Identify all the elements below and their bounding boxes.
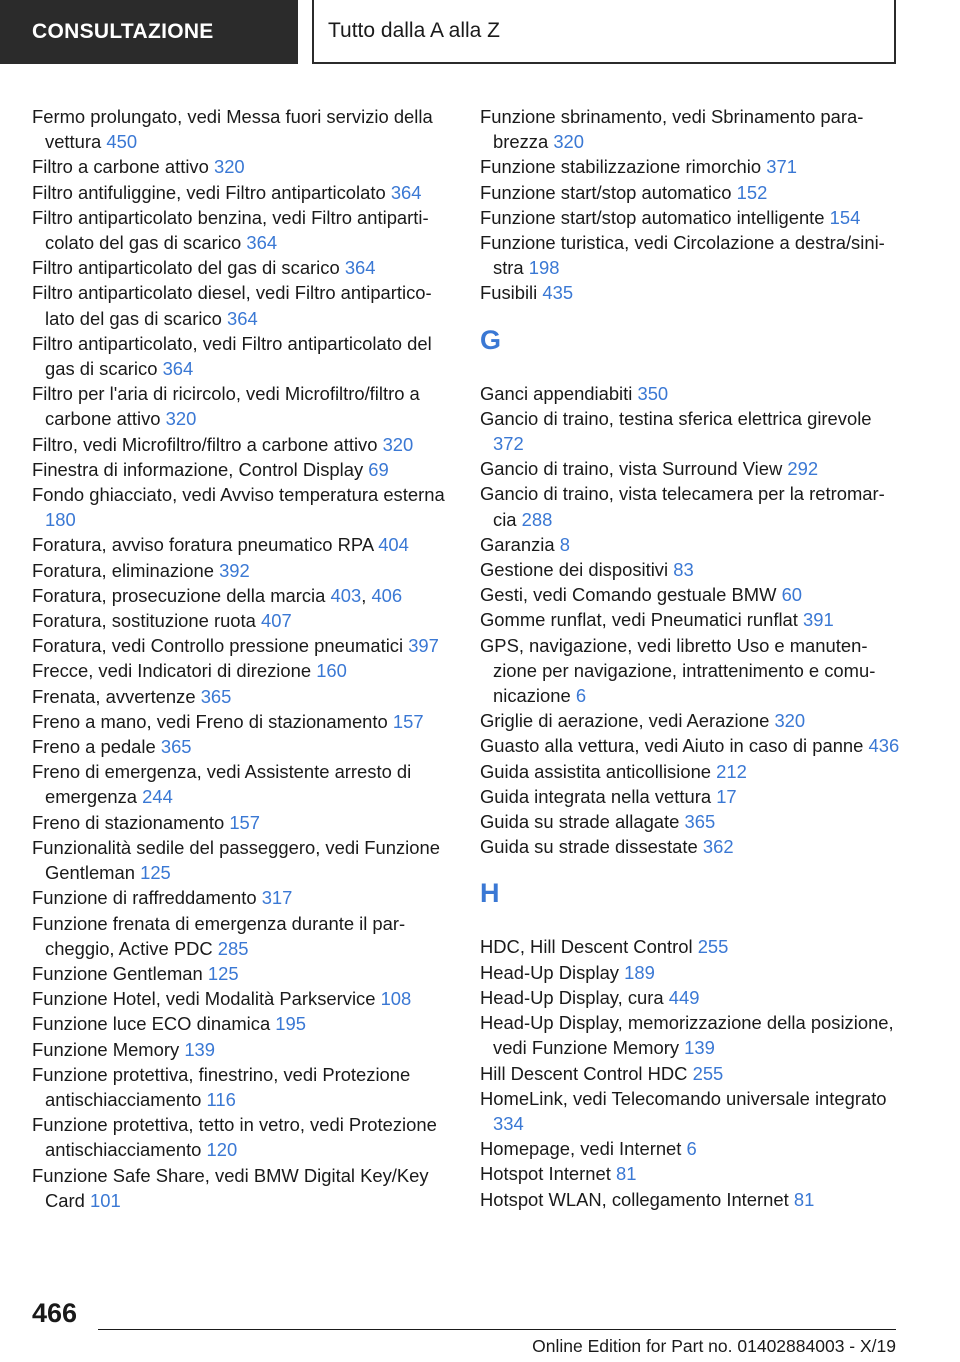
index-entry xyxy=(32,280,452,330)
page-reference-link[interactable]: 320 xyxy=(213,156,245,178)
index-entry xyxy=(480,406,900,456)
index-entry-text: Guida su strade allagate xyxy=(480,811,680,833)
index-entry-text: Griglie di aerazione, vedi Aerazione xyxy=(480,710,770,732)
page-reference-link[interactable]: 255 xyxy=(692,1062,724,1084)
page-reference-link[interactable]: 60 xyxy=(781,584,803,606)
page-reference-link[interactable]: 120 xyxy=(206,1139,238,1161)
page-reference-link[interactable]: 6 xyxy=(575,685,587,707)
index-entry-text: Head-Up Display, memorizzazione della posizione, vedi Funzione Memory xyxy=(480,1012,894,1059)
page-reference-link[interactable]: 364 xyxy=(246,232,278,254)
index-entry-text: Gesti, vedi Comando gestuale BMW xyxy=(480,584,777,606)
index-entry xyxy=(32,180,452,205)
index-entry-text: Funzionalità sedile del passeggero, vedi Funzione Gentleman xyxy=(32,836,440,884)
index-entry xyxy=(480,230,900,280)
page-header xyxy=(0,0,896,66)
index-entry xyxy=(480,1086,900,1136)
index-entry xyxy=(32,331,452,381)
index-entry-text: Homepage, vedi Internet xyxy=(480,1138,682,1160)
index-entry-text: Head-Up Display, cura xyxy=(480,986,664,1008)
index-entry xyxy=(32,684,452,709)
index-entry xyxy=(480,1187,900,1212)
index-entry-text: HDC, Hill Descent Control xyxy=(480,936,693,958)
index-entry-text: Funzione Gentleman xyxy=(32,962,203,984)
page-reference-link[interactable]: 101 xyxy=(90,1189,121,1211)
page-reference-link[interactable]: 435 xyxy=(542,282,574,304)
page-reference-link[interactable]: 292 xyxy=(787,458,819,480)
index-entry-text: Funzione Hotel, vedi Modalità Parkservice xyxy=(32,988,376,1010)
index-entry-text: Filtro antiparticolato, vedi Filtro antiparticolato del gas di scarico xyxy=(32,332,432,380)
index-entry-text: Filtro, vedi Microfiltro/filtro a carbone attivo xyxy=(32,433,378,455)
page-reference-link[interactable]: 391 xyxy=(803,609,834,631)
chapter-title: Tutto dalla A alla Z xyxy=(312,0,896,64)
index-entry-text: Funzione sbrinamento, vedi Sbrinamento parabrezza xyxy=(480,106,864,153)
index-entry xyxy=(32,255,452,280)
page-reference-link[interactable]: 365 xyxy=(684,811,716,833)
index-entry-text: Garanzia xyxy=(480,533,555,555)
index-entry xyxy=(480,759,900,784)
index-entry xyxy=(32,658,452,683)
index-entry-text: Funzione start/stop automatico intelligente xyxy=(480,206,825,228)
index-entry xyxy=(32,709,452,734)
page-reference-link[interactable]: 288 xyxy=(521,508,553,530)
index-entry-text: Guida su strade dissestate xyxy=(480,836,698,858)
index-entry-text: Guida integrata nella vettura xyxy=(480,785,712,807)
index-entry-text: Frecce, vedi Indicatori di direzione xyxy=(32,660,312,682)
index-entry-text: Funzione protettiva, tetto in vetro, vedi Protezione antischiacciamento xyxy=(32,1114,437,1161)
index-entry xyxy=(32,633,452,658)
page-reference-link[interactable]: 152 xyxy=(736,181,768,203)
page-reference-link[interactable]: 365 xyxy=(200,685,232,707)
index-entry xyxy=(480,1136,900,1161)
index-entry-text: Fermo prolungato, vedi Messa fuori servizio della vettura xyxy=(32,106,433,153)
page-reference-link[interactable]: 450 xyxy=(106,131,138,153)
index-entry-text: Filtro a carbone attivo xyxy=(32,156,209,178)
index-entry xyxy=(480,733,900,758)
index-entry xyxy=(480,834,900,859)
index-entry xyxy=(480,205,900,230)
index-entry-text: Fusibili xyxy=(480,282,538,304)
index-entry xyxy=(480,607,900,632)
index-entry-text: GPS, navigazione, vedi libretto Uso e manutenzione per navigazione, intrattenimento e comunicazione xyxy=(480,634,876,707)
page-reference-link[interactable]: 83 xyxy=(673,559,694,581)
index-entry xyxy=(32,381,452,431)
index-entry-text: Funzione turistica, vedi Circolazione a destra/sinistra xyxy=(480,232,885,279)
index-entry-text: Filtro antiparticolato diesel, vedi Filtro antiparticolato del gas di scarico xyxy=(32,282,432,329)
index-entry-text: Foratura, sostituzione ruota xyxy=(32,610,256,632)
index-entry-text: Funzione Memory xyxy=(32,1038,180,1060)
page-reference-link[interactable]: 365 xyxy=(160,736,192,758)
index-entry-text: Gancio di traino, vista Surround View xyxy=(480,458,783,480)
index-letter-heading: G xyxy=(480,324,502,355)
page-reference-link[interactable]: 189 xyxy=(624,961,655,983)
page-reference-link[interactable]: 362 xyxy=(702,836,734,858)
index-entry-text: Funzione Safe Share, vedi BMW Digital Key/Key Card xyxy=(32,1164,429,1211)
index-letter-heading: H xyxy=(480,878,500,909)
page-reference-link[interactable]: 125 xyxy=(207,962,239,984)
index-entry xyxy=(480,633,900,709)
index-entry-text: Frenata, avvertenze xyxy=(32,685,196,707)
index-entry xyxy=(32,457,452,482)
index-entry xyxy=(480,1061,900,1086)
footer-divider xyxy=(98,1329,896,1330)
index-entry xyxy=(480,708,900,733)
index-entry-text: Filtro antifuliggine, vedi Filtro antiparticolato xyxy=(32,181,386,203)
page-reference-link[interactable]: 364 xyxy=(344,257,376,279)
index-entry-text: Finestra di informazione, Control Display xyxy=(32,458,364,480)
page-reference-link[interactable]: 317 xyxy=(261,887,293,909)
index-column-left xyxy=(32,104,452,1213)
index-entry-text: Gancio di traino, testina sferica elettrica girevole xyxy=(480,407,872,429)
page-reference-link[interactable]: 154 xyxy=(829,206,861,228)
page-reference-link[interactable]: 320 xyxy=(165,408,197,430)
page-reference-link[interactable]: 320 xyxy=(553,131,585,153)
index-entry-text: Filtro antiparticolato del gas di scarico xyxy=(32,257,340,279)
page-reference-link[interactable]: 372 xyxy=(493,433,524,455)
page-reference-link[interactable]: 6 xyxy=(686,1138,697,1160)
index-entry xyxy=(32,1112,452,1162)
index-entry-text: Funzione stabilizzazione rimorchio xyxy=(480,156,762,178)
index-entry-text: Filtro per l'aria di ricircolo, vedi Microfiltro/filtro a carbone attivo xyxy=(32,383,420,430)
index-entry xyxy=(32,608,452,633)
index-entry xyxy=(32,104,452,154)
index-entry-text: Guida assistita anticollisione xyxy=(480,760,712,782)
index-entry-text: Fondo ghiacciato, vedi Avviso temperatura esterna xyxy=(32,484,445,506)
index-entry-text: Hotspot WLAN, collegamento Internet xyxy=(480,1188,789,1210)
page-reference-link[interactable]: 244 xyxy=(142,786,173,808)
page-reference-link[interactable]: 403 xyxy=(330,584,362,606)
section-label: CONSULTAZIONE xyxy=(0,0,298,64)
index-entry xyxy=(32,759,452,809)
index-entry xyxy=(480,180,900,205)
index-entry-text: Freno di stazionamento xyxy=(32,811,225,833)
index-entry-text: Hotspot Internet xyxy=(480,1163,611,1185)
index-entry: Foratura, prosecuzione della marcia 403, 406 xyxy=(32,584,403,606)
index-entry-text: HomeLink, vedi Telecomando universale integrato xyxy=(480,1087,887,1109)
page-reference-link[interactable]: 195 xyxy=(275,1013,306,1035)
index-entry xyxy=(480,104,900,154)
index-entry-text: Gancio di traino, vista telecamera per la retromarcia xyxy=(480,483,885,530)
index-entry-text: Foratura, prosecuzione della marcia xyxy=(32,584,326,606)
index-entry-text: Freno a mano, vedi Freno di stazionamento xyxy=(32,710,388,732)
index-entry xyxy=(32,1011,452,1036)
page-reference-link[interactable]: 404 xyxy=(378,534,409,556)
index-entry xyxy=(32,1163,452,1213)
page-reference-link[interactable]: 81 xyxy=(615,1163,637,1185)
page-reference-link[interactable]: 255 xyxy=(697,936,729,958)
page-reference-link[interactable]: 334 xyxy=(493,1112,524,1134)
page-reference-link[interactable]: 350 xyxy=(637,382,669,404)
index-entry xyxy=(480,481,900,531)
index-entry xyxy=(480,532,900,557)
index-entry xyxy=(480,1010,900,1060)
index-entry-text: Freno a pedale xyxy=(32,736,156,758)
page-reference-link[interactable]: 139 xyxy=(684,1037,715,1059)
index-entry xyxy=(480,1161,900,1186)
index-entry xyxy=(32,810,452,835)
page-reference-link[interactable]: 406 xyxy=(371,584,403,606)
index-entry xyxy=(480,456,900,481)
index-entry-text: Hill Descent Control HDC xyxy=(480,1062,688,1084)
index-entry xyxy=(32,532,452,557)
index-entry-text: Filtro antiparticolato benzina, vedi Filtro antiparticolato del gas di scarico xyxy=(32,206,429,254)
index-entry-text: Freno di emergenza, vedi Assistente arresto di emergenza xyxy=(32,761,412,808)
page-reference-link[interactable]: 320 xyxy=(774,710,806,732)
index-entry xyxy=(480,960,900,985)
page-reference-link[interactable]: 8 xyxy=(559,533,570,555)
index-entry-text: Gomme runflat, vedi Pneumatici runflat xyxy=(480,609,798,631)
index-entry xyxy=(32,835,452,885)
index-entry-text: Guasto alla vettura, vedi Aiuto in caso di panne xyxy=(480,735,864,757)
index-entry xyxy=(32,558,452,583)
page-reference-link[interactable]: 198 xyxy=(528,257,560,279)
page-reference-link[interactable]: 160 xyxy=(316,660,347,682)
page-reference-link[interactable]: 139 xyxy=(184,1038,215,1060)
index-column-right xyxy=(480,104,900,1212)
index-entry xyxy=(480,985,900,1010)
index-entry xyxy=(480,557,900,582)
page-reference-link[interactable]: 157 xyxy=(229,811,260,833)
index-entry xyxy=(32,1037,452,1062)
page-reference-link[interactable]: 436 xyxy=(868,735,900,757)
page-reference-link[interactable]: 364 xyxy=(390,181,422,203)
page-reference-link[interactable]: 81 xyxy=(793,1188,815,1210)
page-reference-link[interactable]: 371 xyxy=(766,156,797,178)
index-entry xyxy=(480,154,900,179)
index-entry-text: Funzione start/stop automatico xyxy=(480,181,732,203)
page-reference-link[interactable]: 116 xyxy=(206,1088,236,1110)
page-reference-link[interactable]: 407 xyxy=(261,610,292,632)
index-entry xyxy=(32,432,452,457)
page-reference-link[interactable]: 108 xyxy=(380,988,412,1010)
page-reference-link[interactable]: 364 xyxy=(226,307,258,329)
page-reference-link[interactable]: 125 xyxy=(140,862,171,884)
index-entry-text: Foratura, vedi Controllo pressione pneumatici xyxy=(32,635,404,657)
index-entry xyxy=(32,911,452,961)
page-reference-link[interactable]: 320 xyxy=(382,433,414,455)
page-reference-link[interactable]: 157 xyxy=(392,710,424,732)
page-reference-link[interactable]: 397 xyxy=(408,635,439,657)
page-reference-link[interactable]: 364 xyxy=(162,358,194,380)
index-entry xyxy=(480,809,900,834)
index-entry-text: Foratura, eliminazione xyxy=(32,559,214,581)
index-entry xyxy=(32,961,452,986)
page-reference-link[interactable]: 180 xyxy=(45,509,76,531)
index-entry-text: Gestione dei dispositivi xyxy=(480,559,669,581)
index-entry xyxy=(32,154,452,179)
index-entry xyxy=(32,205,452,255)
index-entry-text: Funzione di raffreddamento xyxy=(32,887,257,909)
index-entry-text: Foratura, avviso foratura pneumatico RPA xyxy=(32,534,374,556)
page-reference-link[interactable]: 212 xyxy=(716,760,747,782)
page-reference-link[interactable]: 17 xyxy=(716,785,737,807)
index-entry xyxy=(480,280,900,305)
index-entry xyxy=(480,784,900,809)
footer-edition: Online Edition for Part no. 01402884003 - X/19 xyxy=(532,1336,896,1356)
index-entry xyxy=(32,885,452,910)
page-number: 466 xyxy=(32,1298,78,1328)
index-entry xyxy=(480,582,900,607)
index-entry-text: Funzione frenata di emergenza durante il parcheggio, Active PDC xyxy=(32,912,406,959)
page-reference-link[interactable]: 285 xyxy=(217,937,249,959)
index-entry xyxy=(32,986,452,1011)
index-entry xyxy=(480,381,900,406)
index-entry xyxy=(480,934,900,959)
index-entry xyxy=(32,482,452,532)
index-entry-text: Head-Up Display xyxy=(480,961,620,983)
page-reference-link[interactable]: 69 xyxy=(368,458,389,480)
index-entry-text: Ganci appendiabiti xyxy=(480,382,633,404)
page-reference-link[interactable]: 449 xyxy=(668,986,700,1008)
index-entry xyxy=(32,734,452,759)
index-entry-text: Funzione protettiva, finestrino, vedi Protezione antischiacciamento xyxy=(32,1063,411,1110)
page-reference-link[interactable]: 392 xyxy=(219,559,250,581)
index-entry xyxy=(32,1062,452,1112)
index-entry-text: Funzione luce ECO dinamica xyxy=(32,1013,271,1035)
